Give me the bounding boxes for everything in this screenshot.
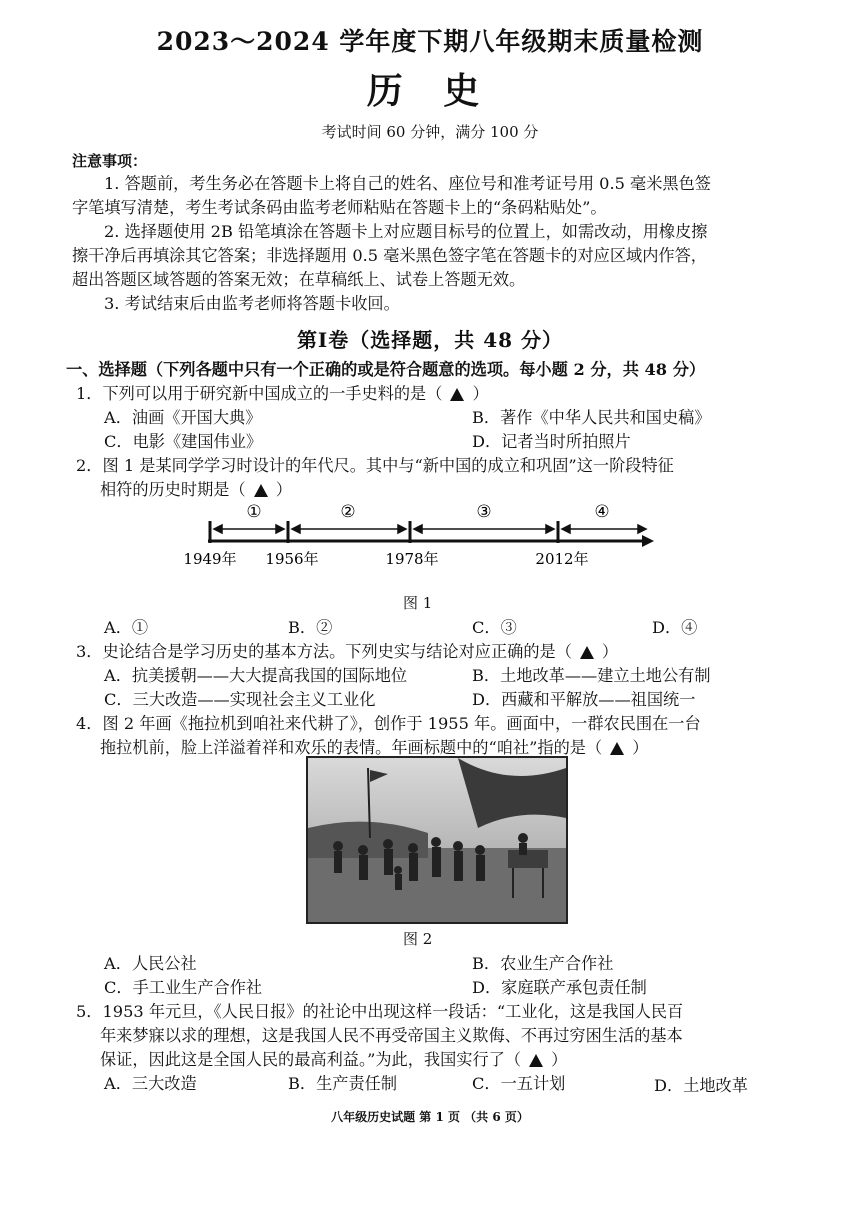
year-label: 1949年 xyxy=(183,550,237,568)
answer-triangle-icon xyxy=(254,484,268,497)
option-a: A．人民公社 xyxy=(104,954,197,973)
note-line: 超出答题区域答题的答案无效；在草稿纸上、试卷上答题无效。 xyxy=(72,270,526,289)
period-label: ① xyxy=(246,502,262,522)
question-2-stem: 2．图 1 是某同学学习时设计的年代尺。其中与“新中国的成立和巩固”这一阶段特征 xyxy=(76,456,674,475)
exam-title: 2023～2024 学年度下期八年级期末质量检测 xyxy=(156,27,704,56)
exam-time: 考试时间 60 分钟，满分 100 分 xyxy=(321,123,539,141)
option-c: C．③ xyxy=(472,618,517,637)
option-a: A．① xyxy=(104,618,149,637)
part-instructions: 一、选择题（下列各题中只有一个正确的或是符合题意的选项。每小题 2 分，共 48 分） xyxy=(66,360,706,379)
option-c: C．一五计划 xyxy=(472,1074,566,1093)
note-line: 字笔填写清楚，考生考试条码由监考老师粘贴在答题卡上的“条码粘贴处”。 xyxy=(72,198,607,217)
option-c: C．电影《建国伟业》 xyxy=(104,432,263,451)
question-4-stem: 4．图 2 年画《拖拉机到咱社来代耕了》，创作于 1955 年。画面中，一群农民围在一台 xyxy=(76,714,701,733)
figure-2-caption: 图 2 xyxy=(403,930,433,948)
period-label: ④ xyxy=(594,502,610,522)
option-a: A．抗美援朝——大大提高我国的国际地位 xyxy=(104,666,408,685)
year-label: 2012年 xyxy=(535,550,589,568)
note-line: 擦干净后再填涂其它答案；非选择题用 0.5 毫米黑色签字笔在答题卡的对应区域内作答， xyxy=(72,246,707,265)
option-a: A．三大改造 xyxy=(104,1074,197,1093)
question-5-stem-cont: 年来梦寐以求的理想，这是我国人民不再受帝国主义欺侮、不再过穷困生活的基本 xyxy=(100,1026,683,1045)
year-label: 1978年 xyxy=(385,550,439,568)
option-d: D．土地改革 xyxy=(654,1076,748,1095)
answer-triangle-icon xyxy=(580,646,594,659)
note-line: 1. 答题前，考生务必在答题卡上将自己的姓名、座位号和准考证号用 0.5 毫米黑色签 xyxy=(104,174,711,193)
answer-triangle-icon xyxy=(450,388,464,401)
option-c: C．三大改造——实现社会主义工业化 xyxy=(104,690,376,709)
answer-triangle-icon xyxy=(610,742,624,755)
option-d: D．④ xyxy=(652,618,698,637)
option-c: C．手工业生产合作社 xyxy=(104,978,263,997)
figure-1-caption: 图 1 xyxy=(403,594,433,612)
answer-triangle-icon xyxy=(529,1054,543,1067)
option-b: B．② xyxy=(288,618,333,637)
section-title: 第Ⅰ卷（选择题，共 48 分） xyxy=(296,328,564,352)
option-b: B．土地改革——建立土地公有制 xyxy=(472,666,711,685)
timeline-arrow-icon xyxy=(642,535,654,547)
page-footer: 八年级历史试题 第 1 页 （共 6 页） xyxy=(331,1110,529,1124)
period-label: ② xyxy=(340,502,356,522)
question-3-stem: 3．史论结合是学习历史的基本方法。下列史实与结论对应正确的是（ ） xyxy=(76,642,619,661)
option-a: A．油画《开国大典》 xyxy=(104,408,262,427)
painting-illustration xyxy=(308,758,566,922)
question-5-stem-cont: 保证，因此这是全国人民的最高利益。”为此，我国实行了（ ） xyxy=(100,1050,568,1069)
note-line: 3. 考试结束后由监考老师将答题卡收回。 xyxy=(104,294,400,313)
option-b: B．著作《中华人民共和国史稿》 xyxy=(472,408,711,427)
option-d: D．西藏和平解放——祖国统一 xyxy=(472,690,696,709)
option-d: D．家庭联产承包责任制 xyxy=(472,978,647,997)
note-line: 2. 选择题使用 2B 铅笔填涂在答题卡上对应题目标号的位置上，如需改动，用橡皮擦 xyxy=(104,222,708,241)
option-d: D．记者当时所拍照片 xyxy=(472,432,631,451)
question-5-stem: 5．1953 年元旦，《人民日报》的社论中出现这样一段话：“工业化，这是我国人民百 xyxy=(76,1002,684,1021)
subject-title: 历 史 xyxy=(366,70,494,112)
notes-heading: 注意事项： xyxy=(72,152,148,170)
question-4-stem-cont: 拖拉机前，脸上洋溢着祥和欢乐的表情。年画标题中的“咱社”指的是（ ） xyxy=(100,738,649,757)
new-year-painting-image xyxy=(306,756,568,924)
year-label: 1956年 xyxy=(265,550,319,568)
period-label: ③ xyxy=(476,502,492,522)
question-1-stem: 1．下列可以用于研究新中国成立的一手史料的是（ ） xyxy=(76,384,489,403)
timeline-figure xyxy=(170,498,670,573)
option-b: B．农业生产合作社 xyxy=(472,954,614,973)
question-2-stem-cont: 相符的历史时期是（ ） xyxy=(100,480,292,499)
option-b: B．生产责任制 xyxy=(288,1074,398,1093)
